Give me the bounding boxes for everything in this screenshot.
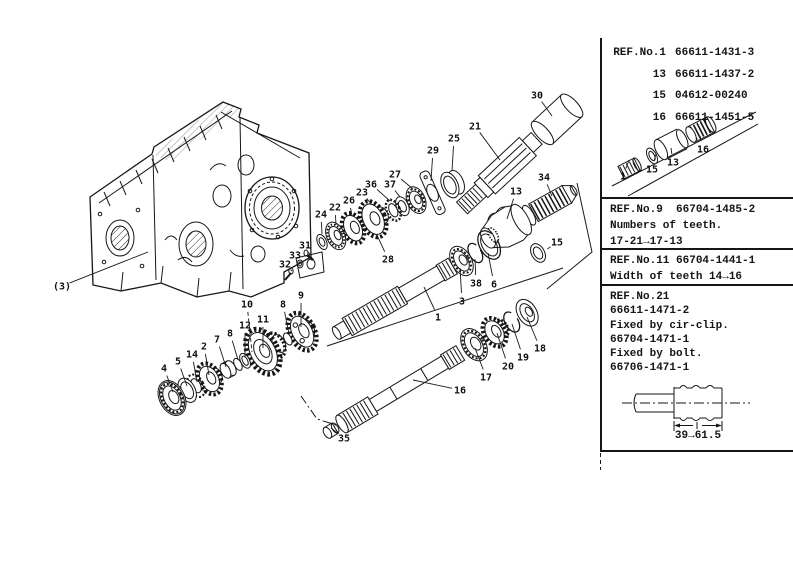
panel-text-line: 66611-1471-2 [610,305,690,318]
panel-text-line: Fixed by bolt. [610,348,703,361]
callout-17: 17 [479,372,493,384]
ref-part-table [608,43,793,129]
callout-6: 6 [490,279,498,291]
leader-line [335,215,336,225]
callout-30: 30 [530,90,544,102]
callout-34: 34 [537,172,551,184]
leader-line [488,253,492,276]
callout-4: 4 [160,363,168,375]
reference-panel [600,38,793,452]
dimension-label: 39→61.5 [674,430,722,442]
callout-28: 28 [381,254,395,266]
panel-text-line: REF.No.11 66704-1441-1 [610,255,756,267]
callout-11: 11 [256,314,270,326]
panel-text-line: 17-21→17-13 [610,236,683,248]
callout-23: 23 [355,187,369,199]
ref-part-row [608,65,793,87]
ref-part-row [608,43,793,65]
ref-no: 13 [652,68,666,81]
ref-section-9-lines [610,202,793,250]
callout-29: 29 [426,145,440,157]
part-number: 66611-1451-5 [675,111,755,124]
callout-26: 26 [342,195,356,207]
panel-text-line: REF.No.9 66704-1485-2 [610,204,756,216]
leader-line [232,341,238,360]
panel-text-line: REF.No.21 [610,291,670,303]
callout-37: 37 [383,179,397,191]
callout-21: 21 [468,121,482,133]
callout-16: 16 [453,385,467,397]
callout-1: 1 [619,171,627,183]
callout-2: 2 [200,341,208,353]
callout-7: 7 [213,334,221,346]
callout-27: 27 [388,169,402,181]
leader-line [321,222,322,234]
callout-13: 13 [509,186,523,198]
callout-35: 35 [337,433,351,445]
callout-15: 15 [550,237,564,249]
callout-33: 33 [288,250,302,262]
callout-8: 8 [279,299,287,311]
callout-36: 36 [364,179,378,191]
callout-24: 24 [314,209,328,221]
callout-9: 9 [297,290,305,302]
ref-part-row [608,108,793,130]
leader-line [69,252,148,283]
callout-32: 32 [278,259,292,271]
ref-no: 15 [652,90,666,102]
callout-5: 5 [174,356,182,368]
callout-13: 13 [666,157,680,169]
leader-line [452,146,454,171]
leader-line [480,132,500,160]
callout-10: 10 [240,299,254,311]
callout-25: 25 [447,133,461,145]
callout-15: 15 [645,164,659,176]
callout-3: 3 [458,296,466,308]
ref-no: 16 [652,111,666,124]
ref-section-1 [602,38,793,197]
leader-line [377,189,390,201]
part-number: 04612-00240 [675,90,748,102]
leader-line [395,190,400,197]
ref-section-21 [602,284,793,452]
callout-16: 16 [696,144,710,156]
callout-(3): (3) [52,281,72,293]
callout-19: 19 [516,352,530,364]
callout-31: 31 [298,240,312,252]
part-number: 66611-1431-3 [675,47,755,59]
panel-text-line: 66706-1471-1 [610,362,690,375]
callout-20: 20 [501,361,515,373]
part-number: 66611-1437-2 [675,68,755,81]
callout-8: 8 [226,328,234,340]
callout-12: 12 [238,320,252,332]
panel-text-line: Fixed by cir-clip. [610,319,729,332]
callout-38: 38 [469,278,483,290]
ref-part-row [608,86,793,108]
panel-text-line: 66704-1471-1 [610,333,690,346]
ref-section-9 [602,197,793,248]
ref-no: REF.No.1 [613,47,666,59]
callout-14: 14 [185,349,199,361]
leader-line [546,247,551,250]
panel-text-line: Numbers of teeth. [610,220,723,232]
snap-ring-15 [527,241,548,265]
ref-section-11-lines [610,253,793,285]
callout-1: 1 [434,312,442,324]
leader-line [401,179,413,189]
callout-18: 18 [533,343,547,355]
leader-line [424,287,435,310]
panel-text-line: Width of teeth 14→16 [610,271,743,283]
ref-section-21-lines [610,290,793,376]
ref-section-11 [602,248,793,284]
callout-22: 22 [328,202,342,214]
